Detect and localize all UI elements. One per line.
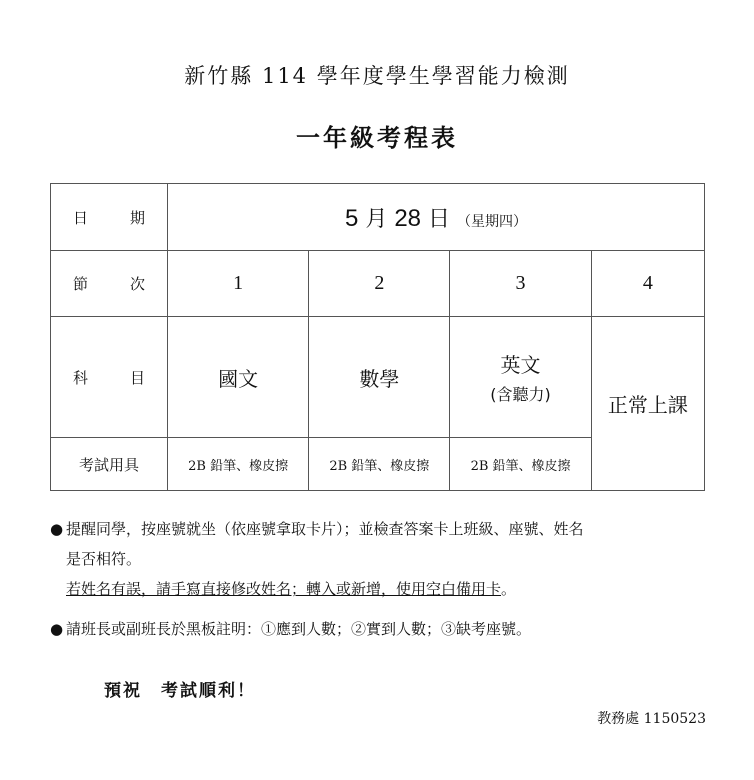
period-2: 2: [309, 251, 450, 317]
note-1-line-2: 是否相符。: [66, 550, 142, 568]
date-weekday: （星期四）: [457, 213, 528, 230]
date-day: 28: [394, 204, 422, 232]
period-row: [51, 251, 705, 317]
good-luck-wish: 預祝 考試順利！: [104, 681, 256, 701]
note-1-underlined-text: 若姓名有誤，請手寫直接修改姓名；轉入或新增，使用空白備用卡: [66, 580, 502, 598]
notes-section: [50, 514, 710, 644]
subject-row: [51, 317, 705, 438]
bullet-icon: ●: [50, 620, 64, 638]
date-month-unit: 月: [365, 206, 388, 232]
subject-header: [51, 317, 168, 438]
tools-period-2: 2B 鉛筆、橡皮擦: [309, 438, 450, 491]
tools-period-3: 2B 鉛筆、橡皮擦: [450, 438, 591, 491]
note-1: [50, 514, 710, 544]
subject-math: 數學: [309, 317, 450, 438]
date-cell: [168, 184, 705, 251]
tools-header: 考試用具: [51, 438, 168, 491]
document-title: 新竹縣 114 學年度學生學習能力檢測: [184, 64, 570, 88]
bullet-icon: ●: [50, 520, 64, 538]
tools-period-1: 2B 鉛筆、橡皮擦: [168, 438, 309, 491]
date-row: [51, 184, 705, 251]
period-3: 3: [450, 251, 591, 317]
document-subtitle: 一年級考程表: [296, 123, 458, 152]
note-1-line-3: [50, 574, 710, 604]
issuer-signature: 教務處 1150523: [597, 711, 706, 727]
subject-english-name: 英文: [500, 353, 541, 377]
note-2-text: 請班長或副班長於黑板註明：①應到人數；②實到人數；③缺考座號。: [66, 620, 532, 638]
exam-schedule-table: [50, 183, 705, 491]
date-month: 5: [344, 204, 359, 232]
note-1-line-3-end: 。: [501, 580, 517, 598]
subject-chinese: 國文: [168, 317, 309, 438]
note-1-line-1: 提醒同學，按座號就坐（依座號拿取卡片）；並檢查答案卡上班級、座號、姓名: [66, 520, 584, 538]
subject-english-note: (含聽力): [490, 385, 551, 404]
subject-label: 科 目: [73, 368, 145, 387]
period-label: 節 次: [73, 275, 145, 293]
date-header: [51, 184, 168, 251]
note-2: [50, 614, 710, 644]
period-4: 4: [591, 251, 704, 317]
subject-english: [450, 317, 591, 438]
period-header: [51, 251, 168, 317]
date-day-unit: 日: [428, 206, 451, 232]
subject-regular-class: 正常上課: [591, 317, 704, 491]
date-label: 日 期: [73, 208, 145, 227]
period-1: 1: [168, 251, 309, 317]
